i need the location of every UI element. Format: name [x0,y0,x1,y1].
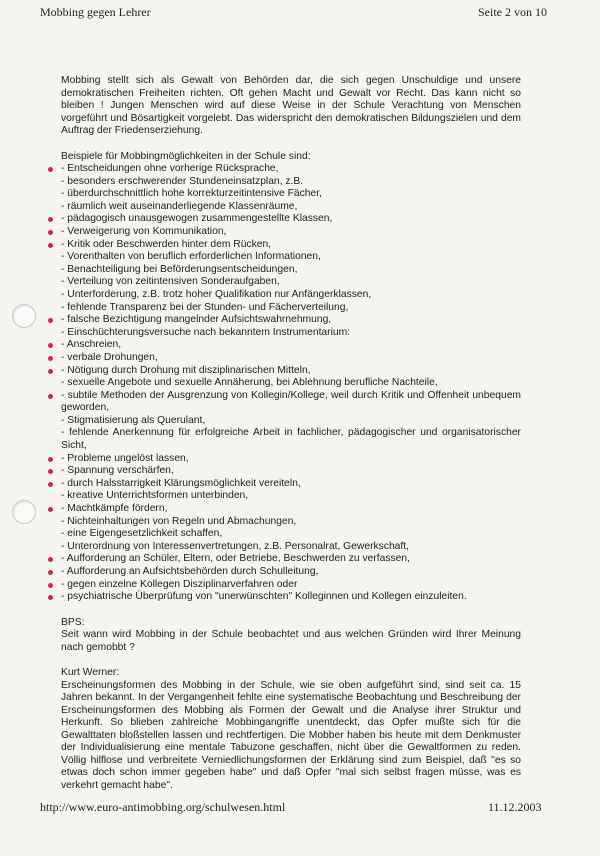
list-item-text: - kreative Unterrichtsformen unterbinden, [61,490,249,502]
list-item-text: - Benachteiligung bei Beförderungsentscheidungen, [61,263,298,275]
list-item-text: - Verweigerung von Kommunikation, [61,225,227,237]
list-item [61,427,521,452]
answer-paragraph: Erscheinungsformen des Mobbing in der Schule, wie sie oben aufgeführt sind, sind seit ca. 15 Jahren bekannt. In der Vergangenheit fehlte eine systematische Beobachtung und Beschreibung der Erscheinungsformen des Mobbing als Formen der Gewalt und die Analyse ihrer Struktur und Herkunft. So blieben zahlreiche Mobbingangriffe unentdeckt, das Opfer mußte sich für die Gewalttaten bloßstellen lassen und rechtfertigen. Die Mobber haben bis heute mit dem Denkmuster der Individualisierung eine mentale Tabuzone geschaffen, nicht über die Gewaltformen zu reden. Völlig hilflose und verbreitete Verniedlichungsformen der Erklärung sind zum Beispiel, daß "es so etwas doch schon immer gegeben habe" und daß Opfer "mal sich selbst fragen müsse, was es verkehrt gemacht habe". [61,679,521,791]
list-item-text: - pädagogisch unausgewogen zusammengestellte Klassen, [61,213,333,225]
list-item [61,566,521,579]
list-item [61,201,521,214]
list-item [61,516,521,529]
footer-url: http://www.euro-antimobbing.org/schulwesen.html [40,800,286,814]
list-item-text: - Entscheidungen ohne vorherige Rücksprache, [61,163,279,174]
list-item [61,541,521,554]
list-item [61,503,521,516]
margin-mark-icon [48,217,53,222]
answer-label: Kurt Werner: [61,667,120,679]
list-item-text: - Aufforderung an Schüler, Eltern, oder Betriebe, Beschwerden zu verfassen, [61,553,410,565]
list-item-text: - fehlende Anerkennung für erfolgreiche Arbeit in fachlicher, pädagogischer und organisatorischer Sicht, [61,427,521,452]
list-item-text: - Vorenthalten von beruflich erforderlichen Informationen, [61,251,321,263]
margin-mark-icon [48,570,53,575]
footer-date: 11.12.2003 [488,800,542,814]
list-item-text: - Aufforderung an Aufsichtsbehörden durch Schulleitung, [61,566,319,577]
list-item [61,528,521,541]
list-item [61,453,521,466]
list-item-text: - sexuelle Angebote und sexuelle Annäherung, bei Ablehnung berufliche Nachteile, [61,377,438,389]
header-page-number: Seite 2 von 10 [478,5,547,19]
list-item [61,226,521,239]
punch-hole [12,500,36,524]
list-item-text: - räumlich weit auseinanderliegende Klassenräume, [61,200,298,212]
intro-paragraph: Mobbing stellt sich als Gewalt von Behörden dar, die sich gegen Unschuldige und unsere demokratischen Freiheiten richten. Oft gehen Macht und Gewalt vor Recht. Das kann nicht so bleiben ! Jungen Menschen wird auf diese Weise in der Schule Verachtung von Menschen vorgeführt und Bösartigkeit vorgelebt. Das widerspricht den demokratischen Bildungszielen und dem Auftrag der Friedenserziehung. [61,75,521,136]
list-item-text: - subtile Methoden der Ausgrenzung von Kollegin/Kollege, weil durch Kritik und Offenheit unbequem geworden, [61,389,521,414]
list-item [61,478,521,491]
list-item-text: - falsche Bezichtigung mangelnder Aufsichtswahrnehmung, [61,314,332,326]
margin-mark-icon [48,318,53,323]
list-item-text: - psychiatrische Überprüfung von "unerwünschten" Kolleginnen und Kollegen einzuleiten. [61,591,467,603]
list-item-text: - eine Eigengesetzlichkeit schaffen, [61,528,223,540]
list-item [61,553,521,566]
margin-mark-icon [48,369,53,374]
list-item [61,213,521,226]
list-item-text: - Einschüchterungsversuche nach bekanntem Instrumentarium: [61,326,351,338]
list-item [61,352,521,365]
list-item-text: - Spannung verschärfen, [61,465,174,477]
list-item-text: - Anschreien, [61,339,122,351]
margin-mark-icon [48,557,53,562]
examples-heading: Beispiele für Mobbingmöglichkeiten in der Schule sind: [61,150,311,162]
list-item-text: - Unterforderung, z.B. trotz hoher Qualifikation nur Anfängerklassen, [61,288,372,300]
punch-hole [12,304,36,328]
list-item [61,415,521,428]
list-item-text: - Kritik oder Beschwerden hinter dem Rücken, [61,238,272,250]
bps-question: Seit wann wird Mobbing in der Schule beobachtet und aus welchen Gründen wird Ihrer Meinung nach gemobbt ? [61,629,521,653]
margin-mark-icon [48,394,53,399]
margin-mark-icon [48,595,53,600]
list-item [61,251,521,264]
list-item-text: - überdurchschnittlich hohe korrekturzeitintensive Fächer, [61,188,322,200]
list-item [61,365,521,378]
margin-mark-icon [48,482,53,487]
list-item [61,579,521,592]
bps-label: BPS: [61,616,85,628]
list-item [61,314,521,327]
list-item [61,302,521,315]
margin-mark-icon [48,583,53,588]
list-item [61,490,521,503]
list-item-text: - Unterordnung von Interessenvertretungen, z.B. Personalrat, Gewerkschaft, [61,540,409,552]
list-item [61,188,521,201]
list-item-text: - durch Halsstarrigkeit Klärungsmöglichkeit vereiteln, [61,477,301,489]
margin-mark-icon [48,167,53,172]
list-item [61,339,521,352]
margin-mark-icon [48,230,53,235]
list-item-text: - Stigmatisierung als Querulant, [61,414,206,426]
margin-mark-icon [48,457,53,462]
list-item-text: - Verteilung von zeitintensiven Sonderaufgaben, [61,276,280,288]
list-item [61,465,521,478]
margin-mark-icon [48,507,53,512]
list-item-text: - Machtkämpfe fördern, [61,503,168,515]
header-title: Mobbing gegen Lehrer [40,5,151,19]
list-item [61,163,521,176]
list-item [61,276,521,289]
list-item [61,390,521,415]
examples-list [61,163,521,604]
list-item-text: - verbale Drohungen, [61,351,158,363]
list-item [61,289,521,302]
list-item-text: - Nötigung durch Drohung mit disziplinarischen Mitteln, [61,364,311,376]
list-item-text: - besonders erschwerender Stundeneinsatzplan, z.B. [61,175,304,187]
list-item [61,327,521,340]
margin-mark-icon [48,243,53,248]
list-item [61,239,521,252]
list-item [61,591,521,604]
list-item-text: - Nichteinhaltungen von Regeln und Abmachungen, [61,515,297,527]
margin-mark-icon [48,343,53,348]
body-content [61,75,521,792]
list-item [61,377,521,390]
list-item-text: - fehlende Transparenz bei der Stunden- und Fächerverteilung, [61,301,349,313]
list-item-text: - gegen einzelne Kollegen Disziplinarverfahren oder [61,578,298,590]
list-item-text: - Probleme ungelöst lassen, [61,452,189,464]
margin-mark-icon [48,469,53,474]
list-item [61,264,521,277]
list-item [61,176,521,189]
margin-mark-icon [48,356,53,361]
